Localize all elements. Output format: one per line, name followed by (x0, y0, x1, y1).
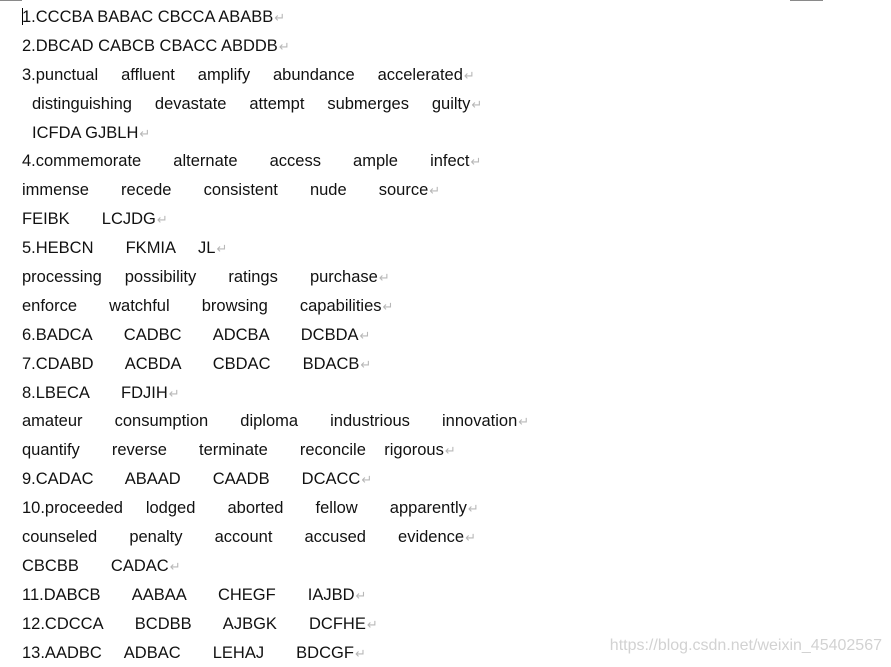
paragraph-mark-icon: ↵ (463, 67, 475, 83)
text-line[interactable] (22, 263, 529, 292)
page-corner-mark-right (790, 0, 823, 1)
page-corner-mark-left (0, 0, 22, 1)
text-line[interactable] (22, 292, 529, 321)
line-text: distinguishing devastate attempt submerges guilty (32, 94, 471, 113)
line-text: 4.commemorate alternate access ample infect (22, 152, 470, 171)
text-line[interactable] (22, 523, 529, 552)
line-text: 8.LBECA FDJIH (22, 383, 168, 402)
line-text: ICFDA GJBLH (32, 123, 139, 142)
text-line[interactable] (22, 610, 529, 639)
line-text: amateur consumption diploma industrious innovation (22, 412, 518, 431)
text-line[interactable] (22, 407, 529, 436)
line-text: counseled penalty account accused evidence (22, 528, 465, 547)
paragraph-mark-icon: ↵ (274, 10, 286, 25)
paragraph-mark-icon: ↵ (278, 38, 290, 54)
line-text: enforce watchful browsing capabilities (22, 296, 382, 315)
text-line[interactable] (22, 90, 529, 119)
line-text: 12.CDCCA BCDBB AJBGK DCFHE (22, 614, 366, 633)
paragraph-mark-icon: ↵ (216, 241, 228, 257)
text-line[interactable] (22, 379, 529, 408)
text-line[interactable] (22, 61, 529, 90)
paragraph-mark-icon: ↵ (354, 645, 366, 661)
text-line[interactable] (22, 147, 529, 176)
paragraph-mark-icon: ↵ (518, 414, 530, 430)
line-text: 9.CADAC ABAAD CAADB DCACC (22, 470, 361, 489)
text-line[interactable] (22, 176, 529, 205)
text-line[interactable] (22, 234, 529, 263)
paragraph-mark-icon: ↵ (168, 385, 180, 401)
text-line[interactable] (22, 494, 529, 523)
paragraph-mark-icon: ↵ (366, 616, 378, 632)
paragraph-mark-icon: ↵ (382, 298, 394, 314)
text-line[interactable] (22, 3, 529, 32)
text-line[interactable] (22, 639, 529, 667)
paragraph-mark-icon: ↵ (471, 96, 483, 112)
line-text: 6.BADCA CADBC ADCBA DCBDA (22, 325, 359, 344)
paragraph-mark-icon: ↵ (465, 530, 476, 546)
paragraph-mark-icon: ↵ (359, 327, 371, 343)
line-text: 3.punctual affluent amplify abundance accelerated (22, 65, 463, 84)
text-line[interactable] (22, 32, 529, 61)
text-line[interactable] (22, 581, 529, 610)
text-line[interactable] (22, 465, 529, 494)
paragraph-mark-icon: ↵ (429, 183, 441, 199)
line-text: FEIBK LCJDG (22, 210, 156, 229)
paragraph-mark-icon: ↵ (444, 443, 456, 459)
watermark: https://blog.csdn.net/weixin_45402567 (609, 637, 882, 654)
line-text: processing possibility ratings purchase (22, 268, 378, 287)
line-text: 2.DBCAD CABCB CBACC ABDDB (22, 36, 278, 55)
line-text: quantify reverse terminate reconcile rigorous (22, 441, 444, 460)
paragraph-mark-icon: ↵ (139, 125, 151, 141)
line-text: 10.proceeded lodged aborted fellow apparently (22, 499, 467, 518)
paragraph-mark-icon: ↵ (467, 501, 479, 517)
paragraph-mark-icon: ↵ (156, 212, 168, 228)
answer-text-body[interactable] (22, 3, 529, 667)
line-text: 5.HEBCN FKMIA JL (22, 239, 216, 258)
text-line[interactable] (22, 321, 529, 350)
line-text: 11.DABCB AABAA CHEGF IAJBD (22, 585, 355, 604)
paragraph-mark-icon: ↵ (361, 472, 373, 488)
paragraph-mark-icon: ↵ (169, 558, 181, 574)
text-line[interactable] (22, 119, 529, 148)
text-line[interactable] (22, 205, 529, 234)
paragraph-mark-icon: ↵ (378, 270, 390, 286)
paragraph-mark-icon: ↵ (360, 356, 372, 372)
line-text: 7.CDABD ACBDA CBDAC BDACB (22, 354, 360, 373)
line-text: 13.AADBC ADBAC LEHAJ BDCGF (22, 643, 354, 662)
text-line[interactable] (22, 350, 529, 379)
line-text: 1.CCCBA BABAC CBCCA ABABB (22, 8, 274, 26)
line-text: immense recede consistent nude source (22, 181, 429, 200)
paragraph-mark-icon: ↵ (355, 587, 367, 603)
line-text: CBCBB CADAC (22, 556, 169, 575)
paragraph-mark-icon: ↵ (470, 154, 482, 170)
text-line[interactable] (22, 436, 529, 465)
text-line[interactable] (22, 552, 529, 581)
